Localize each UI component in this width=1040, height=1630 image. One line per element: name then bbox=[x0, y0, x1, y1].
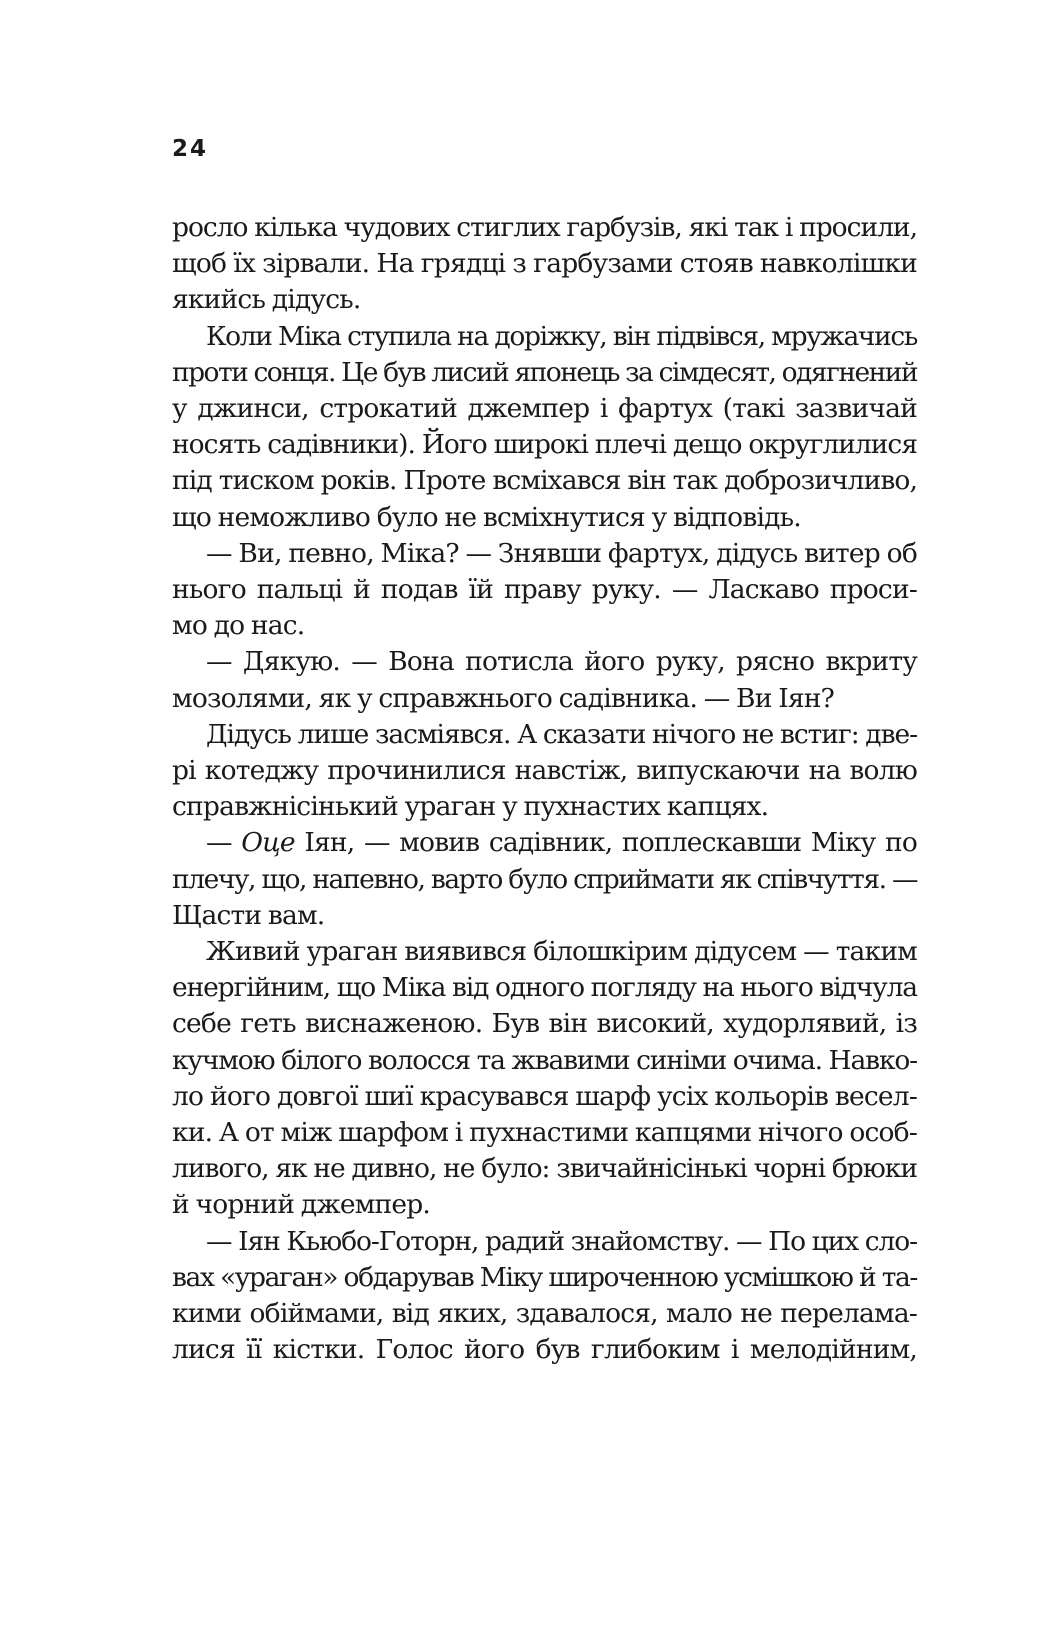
text-segment: Іян, — мовив садівник, поплескавши Міку по bbox=[294, 827, 917, 859]
text-line: й чорний джемпер. bbox=[172, 1189, 431, 1221]
text-line: носять садівники). Його широкі плечі дещо округлилися bbox=[172, 429, 917, 461]
text-line: що неможливо було не всміхнутися у відповідь. bbox=[172, 501, 801, 533]
text-line: Щасти вам. bbox=[172, 899, 325, 931]
text-line: Дідусь лише засміявся. А сказати нічого не встиг: две- bbox=[206, 718, 917, 750]
body-text bbox=[172, 210, 917, 1369]
text-line: ки. А от між шарфом і пухнастими капцями нічого особ- bbox=[172, 1117, 917, 1149]
text-line: — Дякую. — Вона потисла його руку, рясно вкриту bbox=[206, 646, 917, 678]
text-line: щоб їх зірвали. На грядці з гарбузами стояв навколішки bbox=[172, 248, 917, 280]
text-line: справжнісінький ураган у пухнастих капцях. bbox=[172, 791, 769, 823]
text-line: ливого, як не дивно, не було: звичайнісінькі чорні брюки bbox=[172, 1153, 917, 1185]
text-line: кучмою білого волосся та жвавими синіми очима. Навко- bbox=[172, 1044, 917, 1076]
text-segment: — bbox=[206, 827, 242, 859]
text-line: росло кілька чудових стиглих гарбузів, які так і просили, bbox=[172, 212, 917, 243]
text-line: кими обіймами, від яких, здавалося, мало не перелама- bbox=[172, 1298, 917, 1330]
text-line: вах «ураган» обдарував Міку широченною усмішкою й та- bbox=[172, 1261, 917, 1293]
text-line: себе геть виснаженою. Був він високий, худорлявий, із bbox=[172, 1008, 917, 1040]
page-number: 24 bbox=[172, 136, 209, 162]
text-line: проти сонця. Це був лисий японець за сімдесят, одягнений bbox=[172, 356, 917, 388]
text-line: ло його довгої шиї красувався шарф усіх кольорів весел- bbox=[172, 1080, 917, 1112]
text-line: плечу, що, напевно, варто було сприймати як співчуття. — bbox=[172, 863, 917, 895]
text-line: у джинси, строкатий джемпер і фартух (такі зазвичай bbox=[172, 393, 917, 425]
text-line: лися її кістки. Голос його був глибоким і мелодійним, bbox=[172, 1334, 917, 1366]
text-line: Коли Міка ступила на доріжку, він підвівся, мружачись bbox=[206, 320, 917, 352]
text-line: якийсь дідусь. bbox=[172, 284, 361, 316]
text-line bbox=[172, 825, 917, 861]
emphasized-word: Оце bbox=[241, 827, 295, 859]
text-line: під тиском років. Проте всміхався він так доброзичливо, bbox=[172, 465, 917, 497]
text-line: нього пальці й подав їй праву руку. — Ласкаво проси- bbox=[172, 574, 917, 606]
text-line: енергійним, що Міка від одного погляду на нього відчула bbox=[172, 972, 917, 1004]
text-line: — Ви, певно, Міка? — Знявши фартух, дідусь витер об bbox=[206, 537, 917, 569]
text-line: — Іян Кьюбо-Готорн, радий знайомству. — По цих сло- bbox=[206, 1225, 917, 1257]
text-line: Живий ураган виявився білошкірим дідусем — таким bbox=[206, 936, 917, 968]
text-line: рі котеджу прочинилися навстіж, випускаючи на волю bbox=[172, 755, 917, 787]
text-line: мо до нас. bbox=[172, 610, 305, 642]
text-line: мозолями, як у справжнього садівника. — Ви Іян? bbox=[172, 682, 835, 714]
